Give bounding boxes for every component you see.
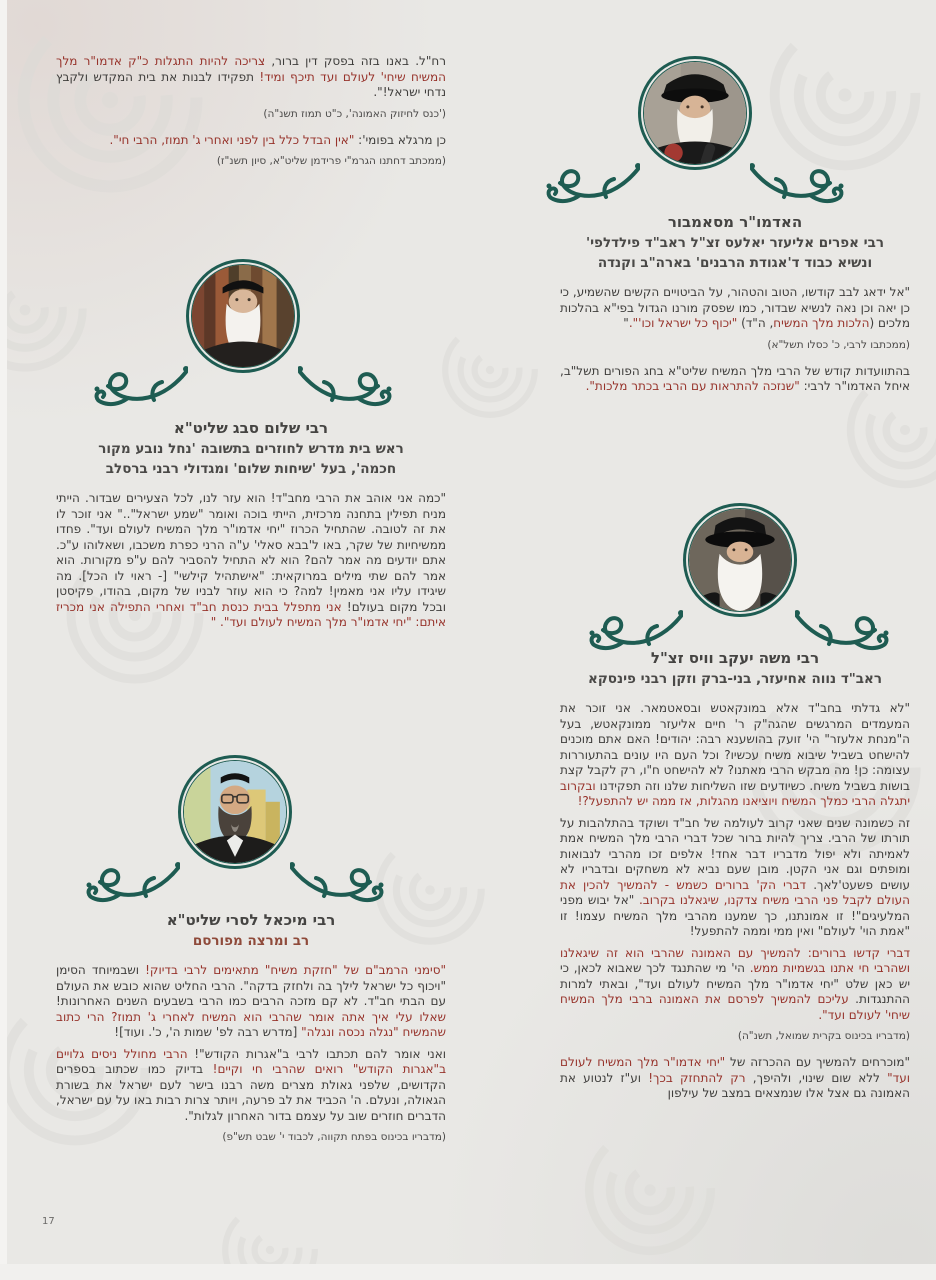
paragraph: כן מרגלא בפומי': "אין הבדל כלל בין לפני ואחרי ג' תמוז, הרבי חי". <box>109 132 446 147</box>
section-title: רבי שלום סבג שליט"א <box>173 419 329 437</box>
source-note: (מדבריו בכינוס בקרית שמואל, תשנ"ה) <box>737 1030 910 1042</box>
section-sabag <box>56 418 446 750</box>
source-note: ('כנס לחיזוק האמונה', כ"ט תמוז תשנ"ה) <box>263 107 446 120</box>
paragraph: בהתוועדות קודש של הרבי מלך המשיח שליט"א בחג הפורים תשל"ב, איחל האדמו"ר לרבי: "שנזכה להתראות עם הרבי בכתר מלכות". <box>560 363 910 393</box>
source-note: (ממכתבו לרבי, כ' כסלו תשל"א) <box>767 338 910 351</box>
paragraph: "כמה אני אוהב את הרבי מחב"ד! הוא עזר לנו, לכל הצעירים שבדור. הייתי מניח תפילין בתחנה מרכזית, הייתי בוכה ואומר "שמע ישראל".." אני זוכר לו את זה לטובה. שהתחיל הכרוז "יחי אדמו"ר מלך המשיח לעולם ועד". פחדו ממשיחיות של שקר, באו ל'בבא סאלי' ע"ה הרני כפרת משכבו, ושאלוהו ע"כ. אתם יודעים מה אמר להם? הוא לא התחיל להסביר להם ע"פ מקורות. הוא אמר להם שתי מילים במרוקאית: "אישתהיל קילשי" [- ראוי לו הכל]. מה שיגידו עליו אני מאמין! למה? כי הוא עוזר לבניו של מקום, בהודו, פקיסטן ובכל מקום בעולם! אני מתפלל בבית כנסת חב"ד ואחרי התפילה אני מכריז איתם: "יחי אדמו"ר מלך המשיח לעולם ועד". " <box>56 491 446 629</box>
flourish-right-icon <box>290 856 386 904</box>
flourish-left-icon <box>587 604 683 652</box>
flourish-left-icon <box>84 856 180 904</box>
flourish-left-icon <box>544 157 640 205</box>
paragraph: זה כשמונה שנים שאני קרוב לעולמה של חב"ד ושוקד בהתלהבות על תורתו של הרבי. צריך להיות ברור שכל דברי הרבי מלך המשיח אמת לאמיתה ולא יפול מדבריו דבר אחד! אלפים זכו מהרבי לנבואות ומופתים וגם אני הקטן. מובן שעם נביא לא משחקים ובדבריו לא עושים פשעט'לאך. דברי הק' ברורים כשמש - להמשיך להכין את העולם לקבל פני הרבי משיח צדקנו, שיגאלנו בקרוב. "אל יבוש מפני המלעיגים"! זו אמונתנו, כך שמענו מהרבי מלך המשיח עצמו! זו "אמת הוי' לעולם" ואין ממי וממה להתפעל! <box>560 815 910 938</box>
section-heading <box>56 418 446 479</box>
section-sambor <box>560 212 910 478</box>
flourish-right-icon <box>795 604 891 652</box>
source-note: (מדבריו בכינוס בפתח תקווה, לכבוד י' שבט תש"פ) <box>222 1131 446 1143</box>
section-subtitle: רבי אפרים אליעזר יאלעס זצ"ל ראב"ד פילדלפי' <box>585 235 885 251</box>
sambor-photo <box>643 61 747 165</box>
page-number: 17 <box>42 1216 55 1227</box>
paragraph: רח"ל. באנו בזה בפסק דין ברור, צריכה להיות התגלות כ"ק אדמו"ר מלך המשיח שיחי' לעולם ועד תיכף ומיד! תפקידו לבנות את בית המקדש ולקבץ נדחי ישראל!". <box>56 54 446 99</box>
section-heading <box>560 648 910 689</box>
page-bottom-edge <box>0 1264 936 1280</box>
paragraph: "אל ידאג לבב קודשו, הטוב והטהור, על הביטויים הקשים שהשמיע, כי כן יאה וכן נאה לנשיא שבדור, כמו שפסק מורנו הגדול בפי"א בהלכות מלכים (הלכות מלך המשיח, ה"ד) "יכוף כל ישראל וכו'"." <box>560 285 910 330</box>
section-subtitle: חכמה', בעל 'שיחות שלום' ומגדולי רבני ברסלב <box>105 461 397 477</box>
flourish-right-icon <box>298 360 394 408</box>
source-note: (ממכתב דחתנו הגרמ"י פרידמן שליט"א, סיון תשנ"ז) <box>216 155 446 167</box>
paragraph: "לא גדלתי בחב"ד אלא במונקאטש ובסאטמאר. אני זוכר את המעמדים המרגשים שהגה"ק ר' חיים אליעזר ממונקאטש, בעל ה"מנחת אלעזר" הי' זועק בהושענא רבה: יהודים! האם אתם מוכנים להישחט בשביל שיבוא משיח עכשיו? וכל העם היו עונים בהתעוררות עצומה: כן! מה מבקש הרבי מאתנו? לא להישחט ח"ו, רק לקבל קצת בושות בשביל משיח. כשיודעים שזו השליחות שלנו וזה תפקידנו ובקרוב יתגלה הרבי כמלך המשיח ויוציאנו מהגלות, אז ממה יש להתפעל?! <box>560 701 910 808</box>
section-heading <box>560 212 910 273</box>
lasri-photo <box>183 760 287 864</box>
section-subtitle: ראש בית מדרש לחוזרים בתשובה 'נחל נובע מקור <box>98 441 404 457</box>
portrait-sabag <box>186 259 300 373</box>
section-subtitle: רב ומרצה מפורסם <box>192 933 310 949</box>
portrait-lasri <box>178 755 292 869</box>
paragraph: דברי קדשו ברורים: להמשיך עם האמונה שהרבי הוא זה שיגאלנו ושהרבי חי אתנו בגשמיות ממש. הי' מי שהתנגד לכך שאבוא לכאן, כי יש כאן שלט "יחי אדמו"ר מלך המשיח לעולם ועד", ובאתי למרות ההתנגדות. עליכם להמשיך לפרסם את האמונה ברבי מלך המשיח שיחי' לעולם ועד". <box>560 945 910 1022</box>
flourish-left-icon <box>92 360 188 408</box>
section-weiss <box>560 648 910 1236</box>
page-left-edge <box>0 0 7 1280</box>
section-title: האדמו"ר מסאמבור <box>667 213 803 231</box>
section-heading <box>56 910 446 951</box>
continuation-text-block <box>56 54 446 214</box>
section-subtitle: ונשיא כבוד ד'אגודת הרבנים' בארה"ב וקנדה <box>597 255 873 271</box>
section-lasri <box>56 910 446 1232</box>
weiss-photo <box>688 508 792 612</box>
paragraph: "מוכרחים להמשיך עם ההכרזה של "יחי אדמו"ר מלך המשיח לעולם ועד" ללא שום שינוי, ולהיפך, רק להתחזק בכך! וע"ז לנטוע את האמונה גם אצל אלו שנמצאים במצב של עילפון <box>560 1055 910 1100</box>
portrait-weiss <box>683 503 797 617</box>
flourish-right-icon <box>750 157 846 205</box>
paragraph: ואני אומר להם תכתבו לרבי ב"אגרות הקודש"! הרבי מחולל ניסים גלויים ב"אגרות הקודש" רואים שהרבי חי וקיים! בדיוק כמו שכתוב בספרים הקדושים, שלפני גאולת מצרים משה רבנו בישר לעם ישראל את בשורת הגאולה, ונעלם. ה' הכביד את לב פרעה, ויותר צרות רבות באו על עם ישראל, הדברים חוזרים שוב על עצמם בדור האחרון לגלות". <box>56 1046 446 1123</box>
section-title: רבי מיכאל לסרי שליט"א <box>166 911 336 929</box>
sabag-photo <box>191 264 295 368</box>
section-subtitle: ראב"ד נווה אחיעזר, בני-ברק וזקן רבני פינסקא <box>588 671 882 687</box>
portrait-sambor <box>638 56 752 170</box>
section-title: רבי משה יעקב וויס זצ"ל <box>650 649 820 667</box>
paragraph: "סימני הרמב"ם של "חזקת משיח" מתאימים לרבי בדיוק! ושבמיוחד הסימן "ויכוף כל ישראל לילך בה ולחזק בדקה". הרבי החליט שהוא כובש את העולם עם הבתי חב"ד. לא קם מזכה הרבים כמו הרבי בשבעים השנים האחרונות! שאלו עלי איך אתה אומר שהרבי הוא המשיח לאחרי ג' תמוז? הרי כתוב שהמשיח "נגלה נכסה ונגלה" [מדרש רבה לפ' שמות ה', כ'. ועוד]! <box>56 963 446 1039</box>
